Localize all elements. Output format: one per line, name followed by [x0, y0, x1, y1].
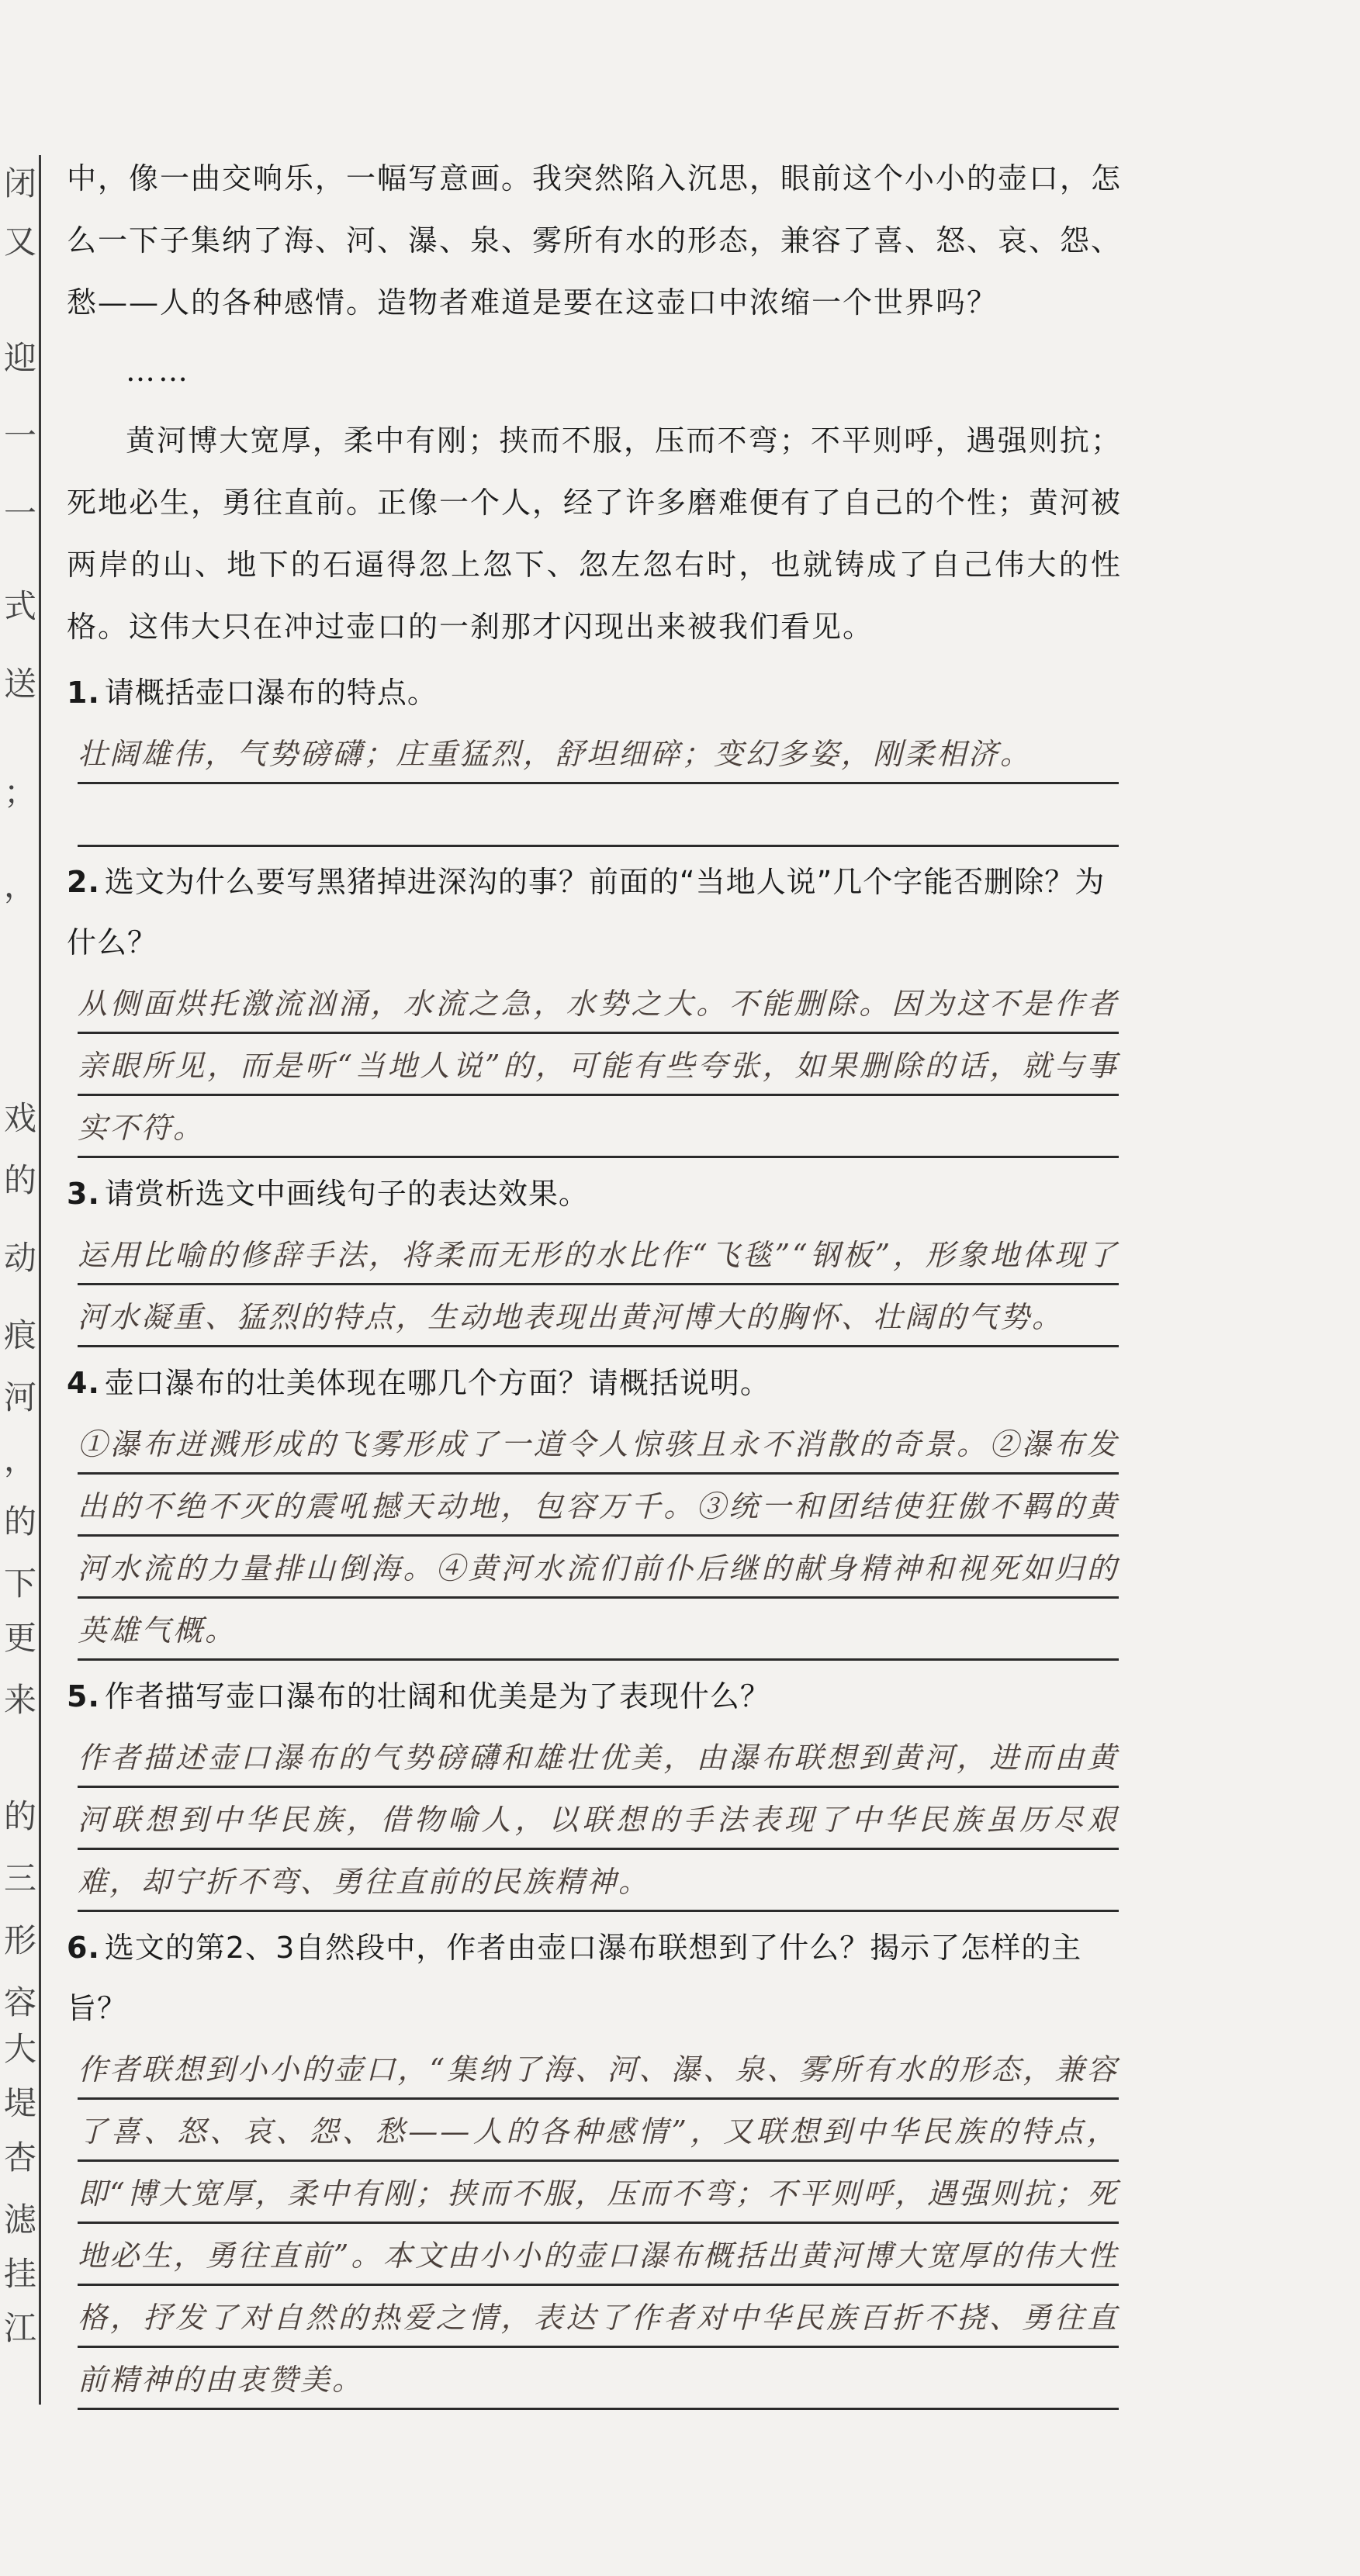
handwritten-answer: 从侧面烘托激流汹涌，水流之急，水势之大。不能删除。因为这不是作者亲眼所见，而是听“当地人说”的，可能有些夸张，如果删除的话，就与事实不符。 — [78, 973, 1119, 1159]
margin-glyph: 来 — [3, 1681, 36, 1719]
passage-paragraph-2: 黄河博大宽厚，柔中有刚；挟而不服，压而不弯；不平则呼，遇强则抗；死地必生，勇往直前。正像一个人，经了许多磨难便有了自己的个性；黄河被两岸的山、地下的石逼得忽上忽下、忽左忽右时，也就铸成了自己伟大的性格。这伟大只在冲过壶口的一刹那才闪现出来被我们看见。 — [67, 424, 1123, 644]
margin-glyph: ； — [3, 773, 36, 811]
question-text: 壶口瀑布的壮美体现在哪几个方面？请概括说明。 — [104, 1366, 770, 1400]
margin-glyph: ， — [3, 866, 36, 904]
margin-glyph: 又 — [3, 223, 36, 261]
question-prompt — [67, 852, 1122, 973]
margin-glyph: 动 — [3, 1239, 36, 1277]
question-number: 4. — [67, 1366, 100, 1400]
margin-glyph: 一 — [3, 417, 36, 455]
question-number: 3. — [67, 1177, 100, 1211]
handwritten-answer: 作者联想到小小的壶口，“集纳了海、河、瀑、泉、雾所有水的形态，兼容了喜、怒、哀、怨、愁——人的各种感情”，又联想到中华民族的特点，即“博大宽厚，柔中有刚；挟而不服，压而不弯；不平则呼，遇强则抗；死地必生，勇往直前”。本文由小小的壶口瀑布概括出黄河博大宽厚的伟大性格，抒发了对自然的热爱之情，表达了作者对中华民族百折不挠、勇往直前精神的由衷赞美。 — [78, 2038, 1119, 2411]
passage-ellipsis: …… — [126, 354, 191, 388]
question-1 — [67, 662, 1122, 847]
handwritten-answer: 运用比喻的修辞手法，将柔而无形的水比作“飞毯”“钢板”，形象地体现了河水凝重、猛烈的特点，生动地表现出黄河博大的胸怀、壮阔的气势。 — [78, 1224, 1119, 1348]
blank-answer-line — [78, 785, 1119, 847]
question-number: 6. — [67, 1931, 100, 1965]
question-text: 选文为什么要写黑猪掉进深沟的事？前面的“当地人说”几个字能否删除？为什么？ — [67, 865, 1106, 960]
question-number: 5. — [67, 1679, 100, 1713]
question-prompt — [67, 662, 1122, 723]
question-number: 2. — [67, 865, 100, 899]
question-prompt — [67, 1353, 1122, 1413]
question-text: 选文的第2、3自然段中，作者由壶口瀑布联想到了什么？揭示了怎样的主旨？ — [67, 1931, 1082, 2025]
margin-glyph: 式 — [3, 587, 36, 625]
margin-glyph: 堤 — [3, 2084, 36, 2122]
margin-glyph: 杏 — [3, 2139, 36, 2177]
passage-paragraph-1: 中，像一曲交响乐，一幅写意画。我突然陷入沉思，眼前这个小小的壶口，怎么一下子集纳了海、河、瀑、泉、雾所有水的形态，兼容了喜、怒、哀、怨、愁——人的各种感情。造物者难道是要在这壶口中浓缩一个世界吗？ — [67, 161, 1123, 320]
question-6 — [67, 1917, 1122, 2411]
question-5 — [67, 1666, 1122, 1913]
question-number: 1. — [67, 676, 100, 710]
margin-glyph: ， — [3, 1440, 36, 1478]
question-prompt — [67, 1666, 1122, 1727]
question-text: 请概括壶口瀑布的特点。 — [104, 676, 438, 710]
margin-glyph: 的 — [3, 1502, 36, 1540]
margin-glyph: 滤 — [3, 2201, 36, 2239]
margin-glyph: 的 — [3, 1797, 36, 1835]
handwritten-answer: 壮阔雄伟，气势磅礴；庄重猛烈，舒坦细碎；变幻多姿，刚柔相济。 — [78, 723, 1119, 785]
margin-glyph: 下 — [3, 1565, 36, 1603]
margin-glyph: 送 — [3, 665, 36, 703]
handwritten-answer: ①瀑布迸溅形成的飞雾形成了一道令人惊骇且永不消散的奇景。②瀑布发出的不绝不灭的震吼撼天动地，包容万千。③统一和团结使狂傲不羁的黄河水流的力量排山倒海。④黄河水流们前仆后继的献身精神和视死如归的英雄气概。 — [78, 1413, 1119, 1661]
margin-glyph: 的 — [3, 1161, 36, 1199]
margin-glyph: 闭 — [3, 164, 36, 202]
question-text: 请赏析选文中画线句子的表达效果。 — [104, 1177, 589, 1211]
page-content — [67, 147, 1122, 2411]
handwritten-answer: 作者描述壶口瀑布的气势磅礴和雄壮优美，由瀑布联想到黄河，进而由黄河联想到中华民族，借物喻人，以联想的手法表现了中华民族虽历尽艰难，却宁折不弯、勇往直前的民族精神。 — [78, 1727, 1119, 1913]
page-edge-line — [39, 155, 41, 2405]
question-prompt — [67, 1917, 1122, 2038]
question-2 — [67, 852, 1122, 1159]
margin-glyph: 挂 — [3, 2255, 36, 2293]
left-margin-bleed — [0, 0, 48, 2576]
margin-glyph: 三 — [3, 1859, 36, 1897]
margin-glyph: 更 — [3, 1619, 36, 1657]
question-4 — [67, 1353, 1122, 1661]
question-3 — [67, 1164, 1122, 1348]
margin-glyph: 大 — [3, 2030, 36, 2068]
margin-glyph: 一 — [3, 494, 36, 532]
margin-glyph: 戏 — [3, 1099, 36, 1137]
margin-glyph: 痕 — [3, 1316, 36, 1354]
question-text: 作者描写壶口瀑布的壮阔和优美是为了表现什么？ — [104, 1679, 770, 1713]
margin-glyph: 迎 — [3, 339, 36, 377]
margin-glyph: 形 — [3, 1921, 36, 1959]
margin-glyph: 江 — [3, 2309, 36, 2347]
question-prompt — [67, 1164, 1122, 1224]
margin-glyph: 容 — [3, 1983, 36, 2021]
margin-glyph: 河 — [3, 1378, 36, 1416]
